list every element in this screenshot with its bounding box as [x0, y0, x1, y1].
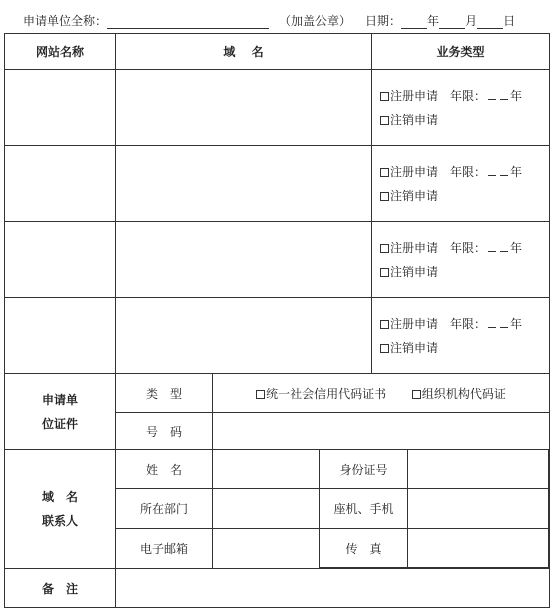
register-label: 注册申请: [390, 88, 439, 103]
cert-type-row: [5, 374, 550, 413]
phone-label: 座机、手机: [320, 489, 408, 528]
domain-row: [5, 222, 550, 298]
register-checkbox[interactable]: [380, 244, 389, 253]
cert-number-field[interactable]: [213, 413, 550, 450]
business-type-cell: [372, 146, 550, 222]
contact-name-label: 姓 名: [116, 450, 213, 489]
register-checkbox[interactable]: [380, 320, 389, 329]
cancel-label: 注销申请: [390, 340, 439, 355]
register-label: 注册申请: [390, 316, 439, 331]
site-name-cell[interactable]: [5, 146, 116, 222]
cert-label-line1: 申请单: [41, 392, 78, 407]
site-name-cell[interactable]: [5, 70, 116, 146]
register-checkbox[interactable]: [380, 92, 389, 101]
term-unit: 年: [510, 164, 523, 179]
month-label: 月: [465, 14, 478, 28]
form-header: [23, 11, 515, 29]
business-type-cell: [372, 222, 550, 298]
department-label: 所在部门: [116, 489, 213, 529]
remarks-label: 备 注: [5, 569, 116, 608]
domain-header: 域 名: [116, 34, 372, 70]
term-field[interactable]: [500, 242, 508, 252]
cancel-label: 注销申请: [390, 112, 439, 127]
phone-field[interactable]: [408, 489, 548, 528]
day-field[interactable]: [477, 15, 503, 29]
term-unit: 年: [510, 240, 523, 255]
contact-section-label: [5, 450, 116, 569]
term-unit: 年: [510, 316, 523, 331]
remarks-row: [5, 569, 550, 608]
term-unit: 年: [510, 88, 523, 103]
term-label: 年限：: [450, 164, 487, 179]
register-label: 注册申请: [390, 240, 439, 255]
register-label: 注册申请: [390, 164, 439, 179]
id-number-label: 身份证号: [320, 450, 408, 488]
email-label: 电子邮箱: [116, 529, 213, 569]
applicant-label: 申请单位全称：: [23, 14, 108, 28]
term-field[interactable]: [500, 318, 508, 328]
domain-row: [5, 298, 550, 374]
register-checkbox[interactable]: [380, 168, 389, 177]
site-name-cell[interactable]: [5, 222, 116, 298]
cert-section-label: [5, 374, 116, 450]
term-field[interactable]: [500, 166, 508, 176]
term-field[interactable]: [488, 242, 496, 252]
cancel-label: 注销申请: [390, 188, 439, 203]
fax-label: 传 真: [320, 529, 408, 567]
year-field[interactable]: [401, 15, 427, 29]
term-label: 年限：: [450, 316, 487, 331]
cancel-label: 注销申请: [390, 264, 439, 279]
term-field[interactable]: [500, 90, 508, 100]
cert-label-line2: 位证件: [41, 416, 78, 431]
site-name-cell[interactable]: [5, 298, 116, 374]
business-type-cell: [372, 70, 550, 146]
contact-right-grid: [319, 449, 549, 568]
cert-type-label: 类 型: [116, 374, 213, 413]
cancel-checkbox[interactable]: [380, 268, 389, 277]
cancel-checkbox[interactable]: [380, 116, 389, 125]
term-field[interactable]: [488, 166, 496, 176]
contact-label-line2: 联系人: [41, 514, 78, 528]
domain-row: [5, 70, 550, 146]
credit-code-label: 统一社会信用代码证书: [266, 386, 387, 401]
site-name-header: 网站名称: [5, 34, 116, 70]
fax-field[interactable]: [408, 529, 548, 567]
domain-cell[interactable]: [116, 298, 372, 374]
seal-note: （加盖公章）: [279, 14, 352, 28]
org-code-label: 组织机构代码证: [421, 386, 506, 401]
org-code-checkbox[interactable]: [412, 390, 421, 399]
date-label: 日期：: [365, 14, 402, 28]
domain-cell[interactable]: [116, 146, 372, 222]
business-type-header: 业务类型: [372, 34, 550, 70]
remarks-field[interactable]: [116, 569, 550, 608]
day-label: 日: [503, 14, 516, 28]
term-label: 年限：: [450, 88, 487, 103]
table-header-row: [5, 34, 550, 70]
domain-cell[interactable]: [116, 222, 372, 298]
domain-row: [5, 146, 550, 222]
month-field[interactable]: [439, 15, 465, 29]
cancel-checkbox[interactable]: [380, 192, 389, 201]
contact-label-line1: 域 名: [41, 490, 78, 504]
cert-number-label: 号 码: [116, 413, 213, 450]
id-number-field[interactable]: [408, 450, 548, 488]
cert-type-options: [213, 374, 550, 413]
business-type-cell: [372, 298, 550, 374]
term-label: 年限：: [450, 240, 487, 255]
applicant-name-field[interactable]: [107, 15, 269, 29]
term-field[interactable]: [488, 318, 496, 328]
term-field[interactable]: [488, 90, 496, 100]
credit-code-checkbox[interactable]: [256, 390, 265, 399]
year-label: 年: [427, 14, 440, 28]
domain-cell[interactable]: [116, 70, 372, 146]
cancel-checkbox[interactable]: [380, 344, 389, 353]
